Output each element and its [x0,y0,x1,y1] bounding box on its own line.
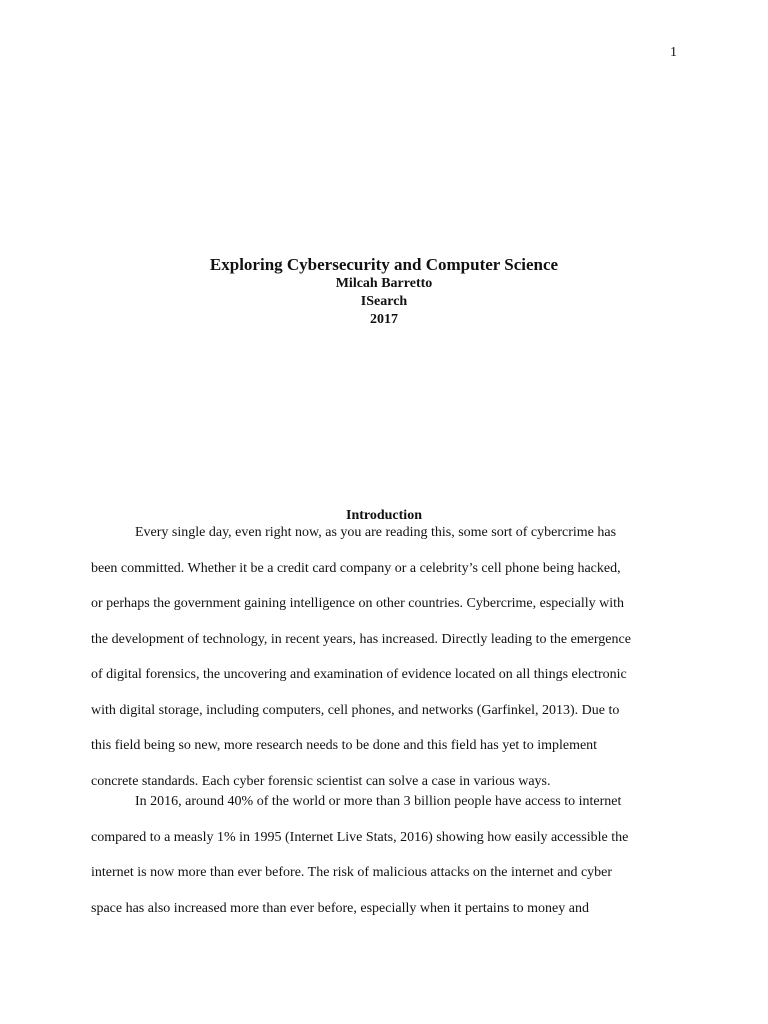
paragraph-line: internet is now more than ever before. The risk of malicious attacks on the internet and cyber [91,865,613,880]
paragraph-line: of digital forensics, the uncovering and examination of evidence located on all things electronic [91,667,627,682]
paragraph-line: In 2016, around 40% of the world or more than 3 billion people have access to internet [135,794,622,809]
paragraph [91,524,691,791]
paragraph-line: or perhaps the government gaining intelligence on other countries. Cybercrime, especially with [91,596,624,611]
paragraph-line: the development of technology, in recent years, has increased. Directly leading to the emergence [91,631,631,647]
paragraph-line: concrete standards. Each cyber forensic scientist can solve a case in various ways. [91,773,551,789]
paragraph-line: Every single day, even right now, as you are reading this, some sort of cybercrime has [135,525,617,540]
paragraph [91,793,691,918]
paragraph-line: with digital storage, including computers, cell phones, and networks (Garfinkel, 2013). Due to [91,702,620,718]
section-heading: Introduction [346,508,422,523]
title-block [0,254,768,329]
paragraph-line: this field being so new, more research needs to be done and this field has yet to implement [91,738,598,753]
paragraph-line: space has also increased more than ever before, especially when it pertains to money and [91,900,589,916]
paragraph-line: compared to a measly 1% in 1995 (Internet Live Stats, 2016) showing how easily accessible the [91,829,629,845]
author-name: Milcah Barretto [335,276,433,291]
page-number: 1 [670,45,677,60]
course-name: ISearch [360,294,408,309]
document-year: 2017 [370,312,398,327]
document-title: Exploring Cybersecurity and Computer Science [209,255,559,274]
paragraph-line: been committed. Whether it be a credit card company or a celebrity’s cell phone being hacked, [91,560,621,576]
